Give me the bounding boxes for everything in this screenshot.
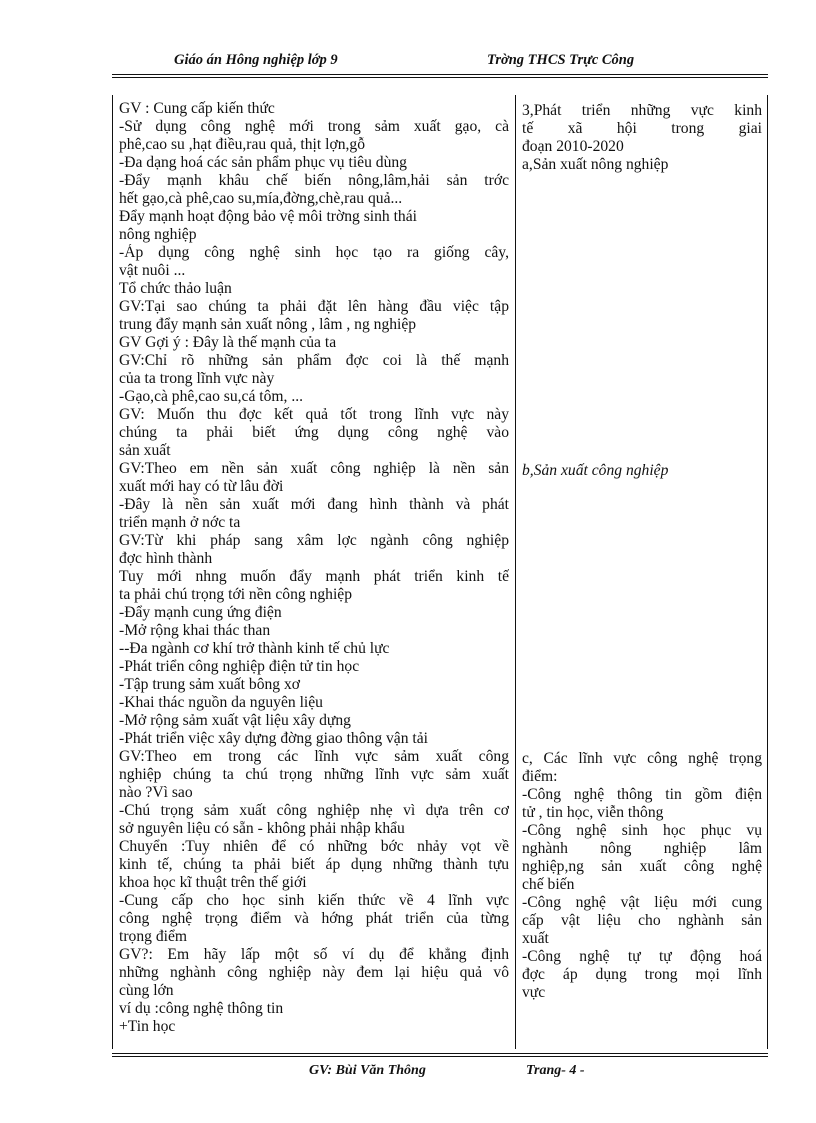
right-block-3-line: vực — [522, 984, 546, 1001]
left-column-line: Tuy mới nhng muốn đẩy mạnh phát triển kinh tế — [119, 568, 509, 585]
left-column-line: --Đa ngành cơ khí trở thành kinh tế chủ lực — [119, 640, 390, 657]
left-column-line: phê,cao su ,hạt điều,rau quả, thịt lợn,gỗ — [119, 136, 365, 153]
header-school-name: Trờng THCS Trực Công — [487, 52, 635, 68]
right-block-3-line: c, Các lĩnh vực công nghệ trọng — [522, 750, 762, 767]
content-section-key-technologies — [522, 750, 762, 1002]
right-block-3-line: -Công nghệ tự tự động hoá — [522, 948, 762, 965]
header-rule-bottom — [112, 77, 768, 78]
left-column-line: hết gạo,cà phê,cao su,mía,đờng,chè,rau quả... — [119, 190, 403, 207]
right-block-1-line: a,Sản xuất nông nghiệp — [522, 156, 669, 173]
left-column-line: -Đa dạng hoá các sản phẩm phục vụ tiêu dùng — [119, 154, 407, 171]
column-divider — [515, 95, 516, 1049]
left-column-line: -Mở rộng khai thác than — [119, 622, 271, 639]
right-block-1-line: tế xã hội trong giai — [522, 120, 762, 137]
left-column-line: GV : Cung cấp kiến thức — [119, 100, 275, 117]
left-column-line: vật nuôi ... — [119, 262, 186, 279]
left-column-line: trọng điểm — [119, 928, 187, 945]
left-column-line: +Tin học — [119, 1018, 176, 1035]
left-column-line: -Đẩy mạnh khâu chế biến nông,lâm,hải sản trớc — [119, 172, 509, 189]
left-column-line: -Phát triển việc xây dựng đờng giao thông vận tải — [119, 730, 429, 747]
left-column-line: GV:Chỉ rõ những sản phẩm đợc coi là thế mạnh — [119, 352, 509, 369]
left-column-line: GV?: Em hãy lấp một số ví dụ để khẳng định — [119, 946, 509, 963]
left-column-line: những nghành công nghiệp này đem lại hiệu quả vô — [119, 964, 509, 981]
left-column-line: kinh tế, chúng ta phải biết áp dụng những thành tựu — [119, 856, 509, 873]
left-column-line: -Gạo,cà phê,cao su,cá tôm, ... — [119, 388, 304, 405]
left-column-line: GV:Theo em trong các lĩnh vực sảm xuất công — [119, 748, 509, 765]
left-column-line: trung đẩy mạnh sản xuất nông , lâm , ng nghiệp — [119, 316, 417, 333]
left-column-line: GV: Muốn thu đợc kết quả tốt trong lĩnh vực này — [119, 406, 509, 423]
right-block-3-line: điểm: — [522, 768, 558, 785]
footer-teacher-name: GV: Bùi Văn Thông — [309, 1063, 426, 1078]
left-column-line: -Cung cấp cho học sinh kiến thức về 4 lĩnh vực — [119, 892, 509, 909]
right-block-2-line: b,Sản xuất công nghiệp — [522, 462, 669, 479]
left-column-line: ví dụ :công nghệ thông tin — [119, 1000, 284, 1017]
right-block-3-line: chế biến — [522, 876, 575, 893]
right-block-3-line: -Công nghệ vật liệu mới cung — [522, 894, 762, 911]
header-lesson-title: Giáo án Hông nghiệp lớp 9 — [174, 52, 338, 68]
left-column-line: của ta trong lĩnh vực này — [119, 370, 275, 387]
right-block-3-line: tử , tin học, viễn thông — [522, 804, 664, 821]
left-column-line: Chuyển :Tuy nhiên để có những bớc nhảy vọt về — [119, 838, 509, 855]
left-column-line: GV Gợi ý : Đây là thế mạnh của ta — [119, 334, 337, 351]
left-column-line: nào ?Vì sao — [119, 784, 193, 801]
left-column-line: nghiệp chúng ta chú trọng những lĩnh vực sảm xuất — [119, 766, 509, 783]
left-column-line: -Phát triển công nghiệp điện tử tin học — [119, 658, 360, 675]
footer-rule-top — [112, 1053, 768, 1054]
right-block-3-line: -Công nghệ sinh học phục vụ — [522, 822, 762, 839]
left-column-line: Đẩy mạnh hoạt động bảo vệ môi trờng sinh thái — [119, 208, 417, 225]
left-column-line: chúng ta phải biết ứng dụng công nghệ vào — [119, 424, 509, 441]
left-column-line: ta phải chú trọng tới nền công nghiệp — [119, 586, 353, 603]
left-column-line: -Áp dụng công nghệ sinh học tạo ra giống cây, — [119, 244, 509, 261]
footer-page-number: Trang- 4 - — [526, 1063, 585, 1078]
page-footer — [112, 1063, 768, 1083]
left-column-line: cùng lớn — [119, 982, 174, 999]
left-column-line: -Đẩy mạnh cung ứng điện — [119, 604, 282, 621]
left-column-line: nông nghiệp — [119, 226, 197, 243]
left-column-line: -Mở rộng sảm xuất vật liệu xây dựng — [119, 712, 351, 729]
content-section-agriculture — [522, 102, 762, 174]
right-block-3-line: -Công nghệ thông tin gồm điện — [522, 786, 762, 803]
right-block-3-line: nghiệp,ng sản xuất công nghệ — [522, 858, 762, 875]
left-column-line: GV:Tại sao chúng ta phải đặt lên hàng đầu việc tập — [119, 298, 509, 315]
right-block-3-line: cấp vật liệu cho nghành sản — [522, 912, 762, 929]
teaching-activities-column — [119, 100, 509, 1036]
right-block-1-line: đoạn 2010-2020 — [522, 138, 624, 155]
left-column-line: GV:Theo em nền sản xuất công nghiệp là nền sản — [119, 460, 509, 477]
right-block-1-line: 3,Phát triển những vực kinh — [522, 102, 762, 119]
content-section-industry — [522, 462, 762, 480]
left-column-line: xuất mới hay có từ lâu đời — [119, 478, 284, 495]
footer-rule-bottom — [112, 1056, 768, 1057]
left-column-line: -Chú trọng sảm xuất công nghiệp nhẹ vì dựa trên cơ — [119, 802, 509, 819]
left-column-line: sở nguyên liệu có sẵn - không phải nhập khẩu — [119, 820, 405, 837]
left-column-line: triển mạnh ở nớc ta — [119, 514, 241, 531]
left-column-line: GV:Từ khi pháp sang xâm lợc ngành công nghiệp — [119, 532, 509, 549]
right-block-3-line: nghành nông nghiệp lâm — [522, 840, 762, 857]
left-column-line: -Sử dụng công nghệ mới trong sảm xuất gạo, cà — [119, 118, 509, 135]
right-block-3-line: xuất — [522, 930, 549, 947]
left-column-line: -Tập trung sảm xuất bông xơ — [119, 676, 301, 693]
header-rule-top — [112, 74, 768, 75]
left-column-line: công nghệ trọng điểm và hớng phát triển của từng — [119, 910, 509, 927]
left-column-line: khoa học kĩ thuật trên thế giới — [119, 874, 307, 891]
left-column-line: sản xuất — [119, 442, 171, 459]
left-column-line: -Đây là nền sản xuất mới đang hình thành và phát — [119, 496, 509, 513]
page-header — [112, 50, 768, 72]
left-column-line: Tổ chức thảo luận — [119, 280, 232, 297]
right-block-3-line: đợc áp dụng trong mọi lĩnh — [522, 966, 762, 983]
left-column-line: -Khai thác nguồn da nguyên liệu — [119, 694, 323, 711]
left-column-line: đợc hình thành — [119, 550, 213, 567]
